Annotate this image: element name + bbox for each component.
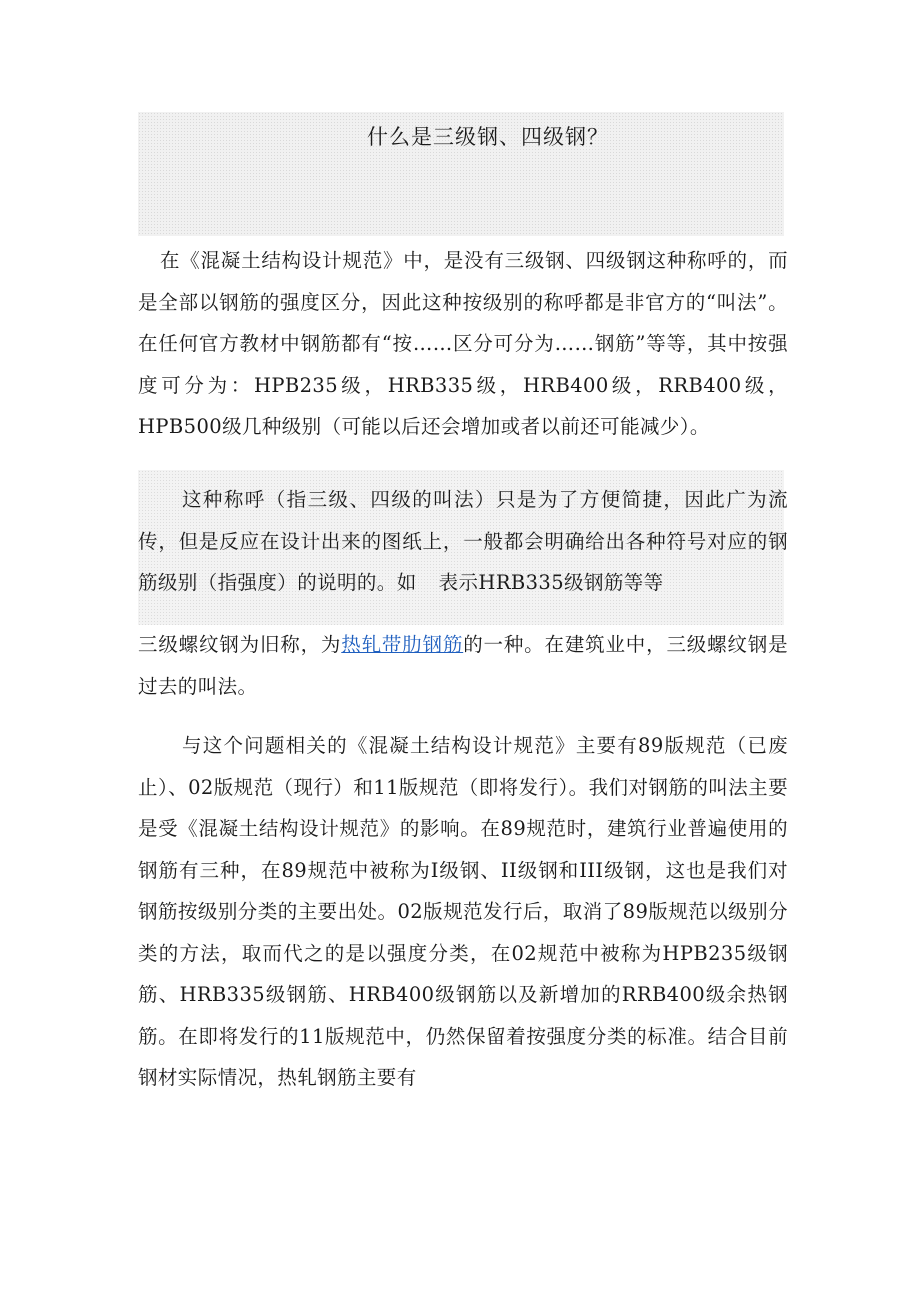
paragraph-3 xyxy=(138,624,788,707)
paragraph-3-text-before: 三级螺纹钢为旧称，为 xyxy=(138,633,342,656)
hot-rolled-ribbed-rebar-link[interactable]: 热轧带肋钢筋 xyxy=(341,633,464,656)
paragraph-3-text-after: 的一种。在建筑业中，三级螺纹钢是过去的叫法。 xyxy=(138,633,788,698)
paragraph-4: 与这个问题相关的《混凝土结构设计规范》主要有89版规范（已废止）、02版规范（现行）和11版规范（即将发行）。我们对钢筋的叫法主要是受《混凝土结构设计规范》的影响。在89规范时，建筑行业普遍使用的钢筋有三种，在89规范中被称为I级钢、II级钢和III级钢，这也是我们对钢筋按级别分类的主要出处。02版规范发行后，取消了89版规范以级别分类的方法，取而代之的是以强度分类，在02规范中被称为HPB235级钢筋、HRB335级钢筋、HRB400级钢筋以及新增加的RRB400级余热钢筋。在即将发行的11版规范中，仍然保留着按强度分类的标准。结合目前钢材实际情况，热轧钢筋主要有 xyxy=(138,734,788,1089)
paragraph-2-text-after: 表示HRB335级钢筋等等 xyxy=(438,571,664,594)
document-title: 什么是三级钢、四级钢？ xyxy=(367,125,609,149)
paragraph-1: 在《混凝土结构设计规范》中，是没有三级钢、四级钢这种称呼的，而是全部以钢筋的强度区分，因此这种按级别的称呼都是非官方的“叫法”。在任何官方教材中钢筋都有“按……区分可分为……钢筋”等等，其中按强度可分为：HPB235级，HRB335级，HRB400级，RRB400级，HPB500级几种级别（可能以后还会增加或者以前还可能减少）。 xyxy=(138,249,788,438)
paragraph-2-text-before: 这种称呼（指三级、四级的叫法）只是为了方便简捷，因此广为流传，但是反应在设计出来的图纸上，一般都会明确给出各种符号对应的钢筋级别（指强度）的说明的。如 xyxy=(138,488,788,594)
paragraph-2 xyxy=(138,479,788,604)
